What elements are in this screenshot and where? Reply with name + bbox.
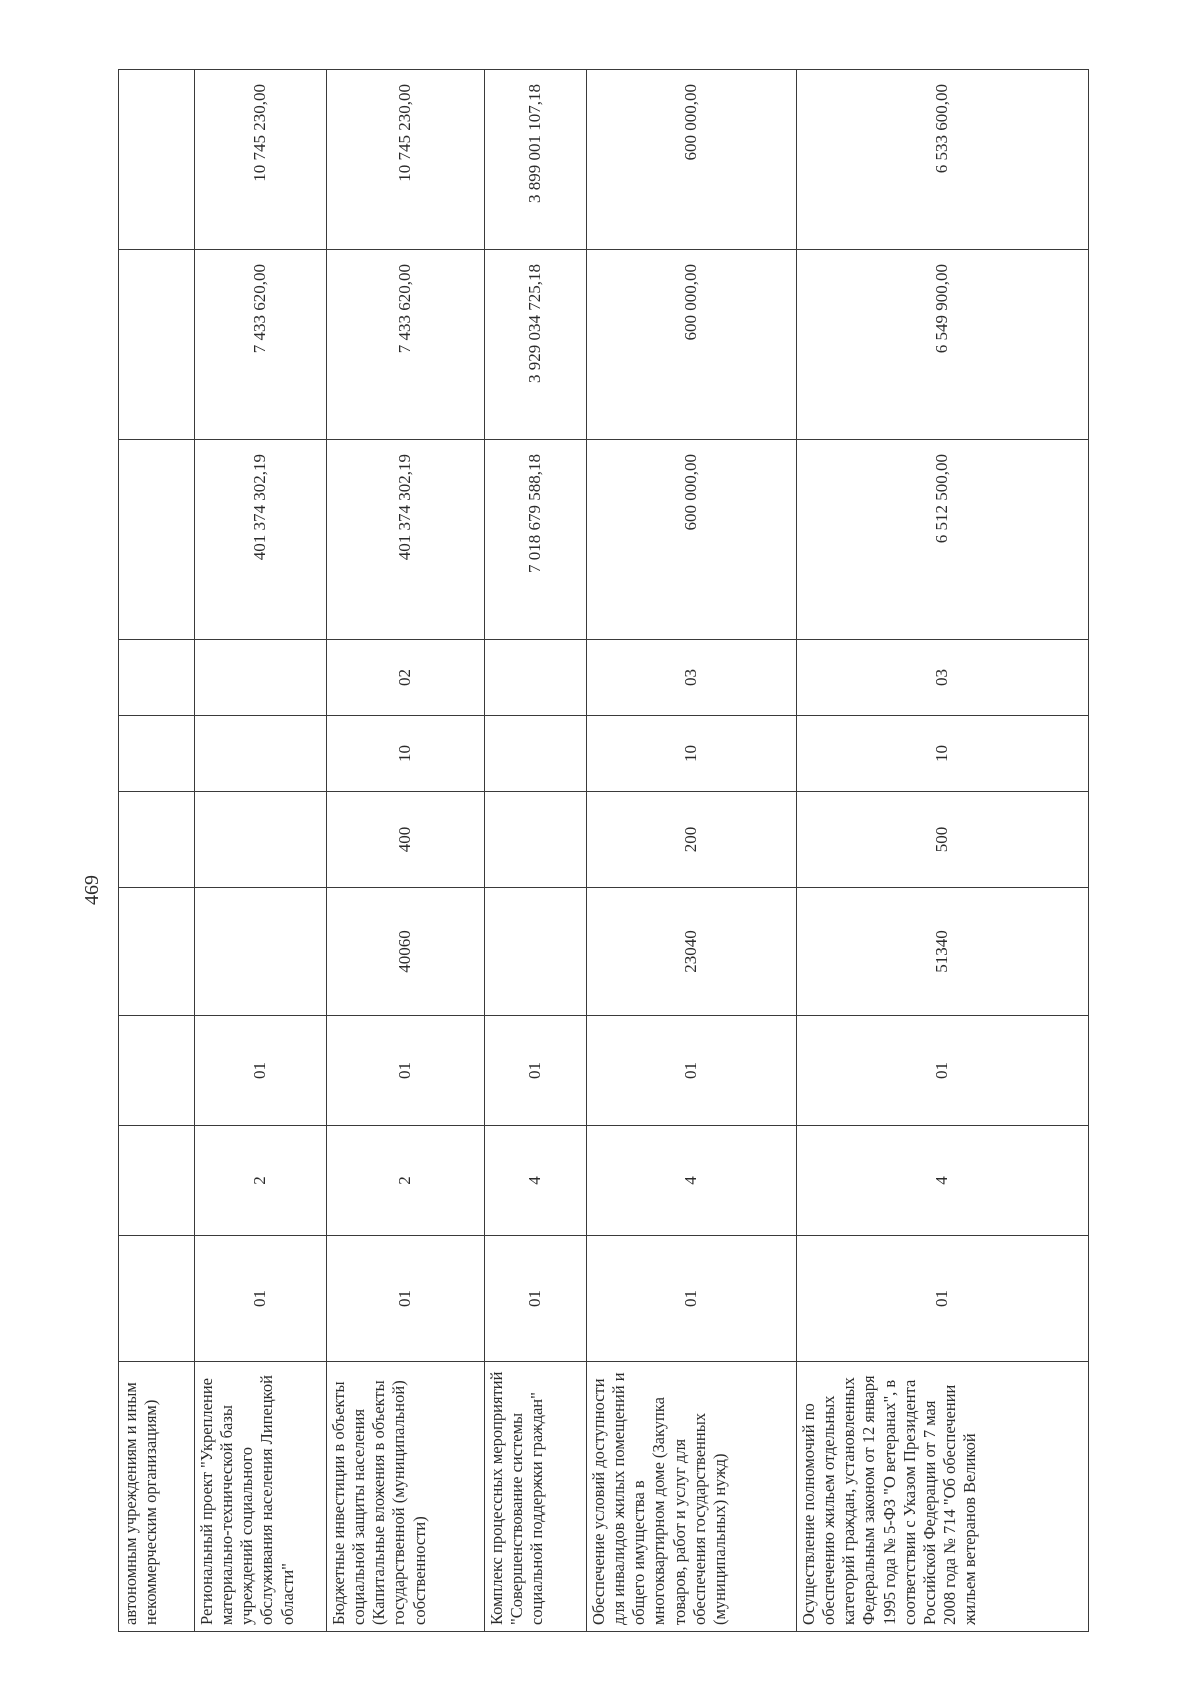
table-row [327, 70, 485, 1632]
expense-type-cell [485, 792, 587, 888]
program-code-cell: 01 [195, 1236, 327, 1362]
page-number: 469 [80, 875, 103, 905]
section-cell [485, 716, 587, 792]
program-code-cell: 01 [485, 1236, 587, 1362]
subprogram-number-cell: 01 [797, 1016, 1089, 1126]
section-cell [119, 716, 195, 792]
amount-year-2-cell: 7 433 620,00 [195, 250, 327, 440]
table-row [587, 70, 797, 1632]
table-row [195, 70, 327, 1632]
subprogram-type-cell: 4 [797, 1126, 1089, 1236]
subsection-cell: 02 [327, 640, 485, 716]
table-row [797, 70, 1089, 1632]
direction-code-cell [119, 888, 195, 1016]
expense-type-cell [195, 792, 327, 888]
subsection-cell [485, 640, 587, 716]
direction-code-cell: 51340 [797, 888, 1089, 1016]
subprogram-number-cell: 01 [587, 1016, 797, 1126]
amount-year-2-cell: 3 929 034 725,18 [485, 250, 587, 440]
subsection-cell: 03 [797, 640, 1089, 716]
subprogram-number-cell: 01 [485, 1016, 587, 1126]
amount-year-3-cell: 10 745 230,00 [327, 70, 485, 250]
direction-code-cell [485, 888, 587, 1016]
direction-code-cell [195, 888, 327, 1016]
subprogram-type-cell: 2 [195, 1126, 327, 1236]
amount-year-3-cell: 3 899 001 107,18 [485, 70, 587, 250]
subsection-cell [195, 640, 327, 716]
subsection-cell [119, 640, 195, 716]
budget-table-rotated [118, 70, 1088, 1632]
program-code-cell: 01 [797, 1236, 1089, 1362]
section-cell [195, 716, 327, 792]
row-name-cell: Региональный проект "Укрепление материально-технической базы учреждений социального обслуживания населения Липецкой области" [195, 1362, 327, 1632]
amount-year-3-cell: 600 000,00 [587, 70, 797, 250]
amount-year-2-cell: 6 549 900,00 [797, 250, 1089, 440]
subprogram-type-cell: 4 [587, 1126, 797, 1236]
table-row [119, 70, 195, 1632]
row-name-cell: автономным учреждениям и иным некоммерческим организациям) [119, 1362, 195, 1632]
subprogram-type-cell: 4 [485, 1126, 587, 1236]
direction-code-cell: 23040 [587, 888, 797, 1016]
amount-year-2-cell: 7 433 620,00 [327, 250, 485, 440]
subprogram-number-cell: 01 [195, 1016, 327, 1126]
program-code-cell: 01 [587, 1236, 797, 1362]
amount-year-1-cell: 6 512 500,00 [797, 440, 1089, 640]
amount-year-2-cell: 600 000,00 [587, 250, 797, 440]
subprogram-type-cell [119, 1126, 195, 1236]
amount-year-1-cell: 600 000,00 [587, 440, 797, 640]
row-name-cell: Комплекс процессных мероприятий "Совершенствование системы социальной поддержки граждан" [485, 1362, 587, 1632]
amount-year-3-cell: 10 745 230,00 [195, 70, 327, 250]
subprogram-type-cell: 2 [327, 1126, 485, 1236]
amount-year-2-cell [119, 250, 195, 440]
section-cell: 10 [797, 716, 1089, 792]
row-name-cell: Бюджетные инвестиции в объекты социальной защиты населения (Капитальные вложения в объекты государственной (муниципальной) собственности) [327, 1362, 485, 1632]
table-row [485, 70, 587, 1632]
expense-type-cell: 400 [327, 792, 485, 888]
amount-year-3-cell: 6 533 600,00 [797, 70, 1089, 250]
section-cell: 10 [327, 716, 485, 792]
amount-year-1-cell [119, 440, 195, 640]
subprogram-number-cell: 01 [327, 1016, 485, 1126]
program-code-cell [119, 1236, 195, 1362]
budget-table [118, 69, 1089, 1632]
expense-type-cell: 500 [797, 792, 1089, 888]
subsection-cell: 03 [587, 640, 797, 716]
direction-code-cell: 40060 [327, 888, 485, 1016]
amount-year-3-cell [119, 70, 195, 250]
program-code-cell: 01 [327, 1236, 485, 1362]
row-name-cell: Обеспечение условий доступности для инвалидов жилых помещений и общего имущества в многоквартирном доме (Закупка товаров, работ и услуг для обеспечения государственных (муниципальных) нужд) [587, 1362, 797, 1632]
row-name-cell: Осуществление полномочий по обеспечению жильем отдельных категорий граждан, установленных Федеральным законом от 12 января 1995 года № 5-ФЗ "О ветеранах", в соответствии с Указом Президента Российской Федерации от 7 мая 2008 года № 714 "Об обеспечении жильем ветеранов Великой [797, 1362, 1089, 1632]
amount-year-1-cell: 401 374 302,19 [195, 440, 327, 640]
amount-year-1-cell: 401 374 302,19 [327, 440, 485, 640]
expense-type-cell [119, 792, 195, 888]
amount-year-1-cell: 7 018 679 588,18 [485, 440, 587, 640]
expense-type-cell: 200 [587, 792, 797, 888]
section-cell: 10 [587, 716, 797, 792]
subprogram-number-cell [119, 1016, 195, 1126]
